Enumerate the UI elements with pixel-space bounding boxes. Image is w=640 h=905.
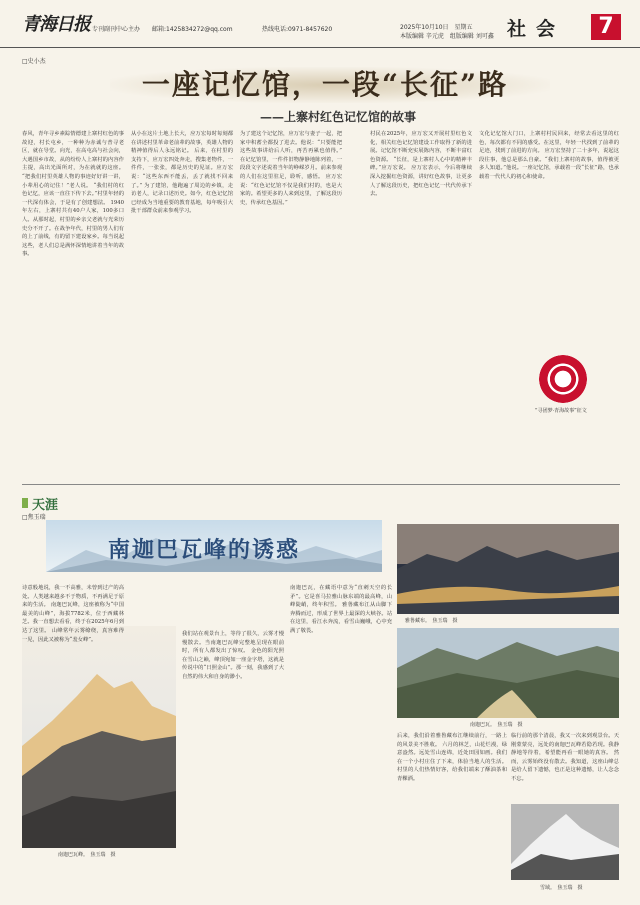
- photo-caption-3: 南迦巴瓦。 焦玉瑞 摄: [470, 722, 523, 728]
- article-column-4: 村民在2025年，应万宏又开展村里红色文化，相关红色记忆馆建设工作取得了新的进展。记忆馆不断充实展陈内容，不断丰富红色资源。 “长征，是上寨村人心中的精神丰碑。”应万宏说。 应万宏表示，今后将继续深入挖掘红色资源，讲好红色故事，让更多人了解这段历史，把红色记忆一代代传承下去。: [370, 131, 472, 198]
- editor-credits: 本版编辑 辛元虎 组版编辑 刘可鑫: [400, 33, 494, 40]
- email-text: 邮箱:1425834272@qq.com: [152, 26, 233, 33]
- art-caption: “寻团梦·青海故事”征文: [535, 408, 587, 414]
- article-byline: □史小杰: [22, 58, 46, 65]
- section2-column-4: 后来，我们沿着雅鲁藏布江继续前行，一路上的风景美不胜收。 六月的林芝，山花烂漫，绿意盎然。远处雪山连绵，近处田园如画。我们在一个小村庄住了下来，体验当地人的生活。 村里的人们热情好客，给我们端来了酥油茶和青稞酒。: [397, 733, 507, 782]
- article-column-2: 从小在这片土地上长大，应万宏每时每刻都在讲述村里革命老前辈的故事，英雄人物的精神值得后人永远铭记。 后来，在村里的支持下，应万宏四处奔走，搜集老物件，一件件，一张张，都是历史的见证。应万宏说：“这些东西不能丢，丢了就找不回来了。” 为了建馆，他跑遍了周边的乡镇，走访老人，记录口述历史。如今，红色记忆馆已经成为当地重要的教育基地，每年吸引大批干部群众前来参观学习。: [131, 131, 233, 215]
- issue-date: 2025年10月10日 星期五: [400, 24, 473, 31]
- section2-headline: 南迦巴瓦峰的诱惑: [108, 537, 301, 563]
- paper-cut-art: [539, 355, 587, 403]
- section2-column-3: 南迦巴瓦，在藏语中意为“直刺天空的长矛”。它是喜马拉雅山脉东端的最高峰，山峰陡峭，终年积雪。 雅鲁藏布江从山脚下奔腾而过，形成了世界上最深的大峡谷。站在这里，看江水奔流，看雪山巍峨，心中充满了敬畏。: [290, 585, 392, 634]
- photo-snow-peak-bw: [511, 804, 619, 880]
- phone-text: 热线电话:0971-8457620: [262, 26, 333, 33]
- photo-caption-1: 南迦巴瓦峰。 焦玉瑞 摄: [58, 852, 116, 858]
- page-number: 7: [591, 14, 621, 40]
- article-subhead: ——上寨村红色记忆馆的故事: [260, 110, 417, 124]
- section2-column-1: 诗意般地说，我一不高雅，未曾到过产的高处。人类越来越多不于物质，不再满足于原来的生活。 南迦巴瓦峰，这座被称为“中国最美的山峰”，海拔7782米，位于西藏林芝。我一直想去看看，终于在2025年6月到达了这里。 山峰常年云雾缭绕，真容难得一见，因此又被称为“羞女峰”。: [22, 585, 124, 643]
- masthead: [0, 0, 640, 48]
- article-column-3: 为了建这个记忆馆，应万宏与妻子一起，把家中积蓄全都投了进去。他说：“只要能把这些故事讲给后人听，再苦再累也值得。” 在记忆馆里，一件件旧物静静地陈列着，一段段文字述说着当年的峥嵘岁月。前来参观的人们在这里驻足，聆听，感悟。 应万宏说：“红色记忆馆不仅是我们村的，也是大家的。希望更多的人来到这里，了解这段历史，传承红色基因。”: [240, 131, 342, 206]
- section2-column-2: [131, 584, 233, 624]
- newspaper-logo: 青海日报: [22, 14, 90, 35]
- article-column-1: 春风，青年寻乡素踪情德建上寨村红色的事故迎，村长屯乡，一种种为赤诚与普寻老区，就在导堂。向光，在高屯高与社会向，大遇国乡市故，从的纷纷人上寨村的内容作主提，高出光面所对，为在就就的这座。 “把我们村里英雄人物的事迹好好讲一讲，小辈用心的记住！”老人说。 “我们村的红色记忆，应该一直往下传下去。”村里年轻的一代深有体会，于是有了创建想法。 1940年左右，上寨村共有40户人家，100多口人。从那时起，村里的乡亲父老就与光荣历史分不开了。在战争年代，村里的男人们有的上了前线，有的留下建设家乡。每当说起这些，老人们总是满怀深情地讲着当年的故事。: [22, 131, 124, 258]
- section-divider: [22, 484, 620, 485]
- section-title: 社会: [507, 18, 566, 40]
- section-marker: [22, 498, 28, 508]
- section2-column-5: 临行前的那个清晨，我又一次来到观景台。天刚蒙蒙亮，远处的南迦巴瓦峰若隐若现。我静静地等待着，希望能再看一眼她的真容。 然而，云雾始终没有散去。我知道，这座山峰总是给人留下遗憾，也正是这种遗憾，让人念念不忘。: [511, 733, 619, 782]
- article-headline: 一座记忆馆，一段“长征”路: [141, 68, 509, 101]
- hotline-label: 专刊副刊中心主办: [92, 26, 141, 33]
- section2-byline: □焦玉瑞: [22, 514, 46, 521]
- section2-label: 天涯: [32, 498, 59, 513]
- article-column-5: 文化记忆馆大门口，上寨村村民回来，经常去看这里的红色，每次都有不同的感受。在这里，年轻一代找到了前辈的足迹，找到了前进的方向。 应万宏坚持了二十多年，说起这段往事，他总是那么自豪。“我们上寨村的故事，值得被更多人知道。”他说。一座记忆馆，承载着一段“长征”路，也承载着一代代人的初心和使命。: [479, 131, 619, 180]
- photo-river-valley: [397, 628, 619, 718]
- photo-yarlung-tsangpo: [397, 524, 619, 614]
- photo-caption-2: 雅鲁藏布。 焦玉瑞 摄: [405, 618, 458, 624]
- photo-namcha-barwa-peak: [22, 626, 176, 848]
- photo-caption-4: 雪域。 焦玉瑞 摄: [540, 885, 583, 891]
- section2-column-2b: 我们站在观景台上，等待了很久，云雾才慢慢散去。当南迦巴瓦峰完整地呈现在眼前时，所有人都发出了惊叹。 金色的阳光照在雪山之巅，峰顶宛如一座金字塔，这就是传说中的“日照金山”。那一刻，我感到了大自然的伟大和自身的渺小。: [182, 631, 284, 680]
